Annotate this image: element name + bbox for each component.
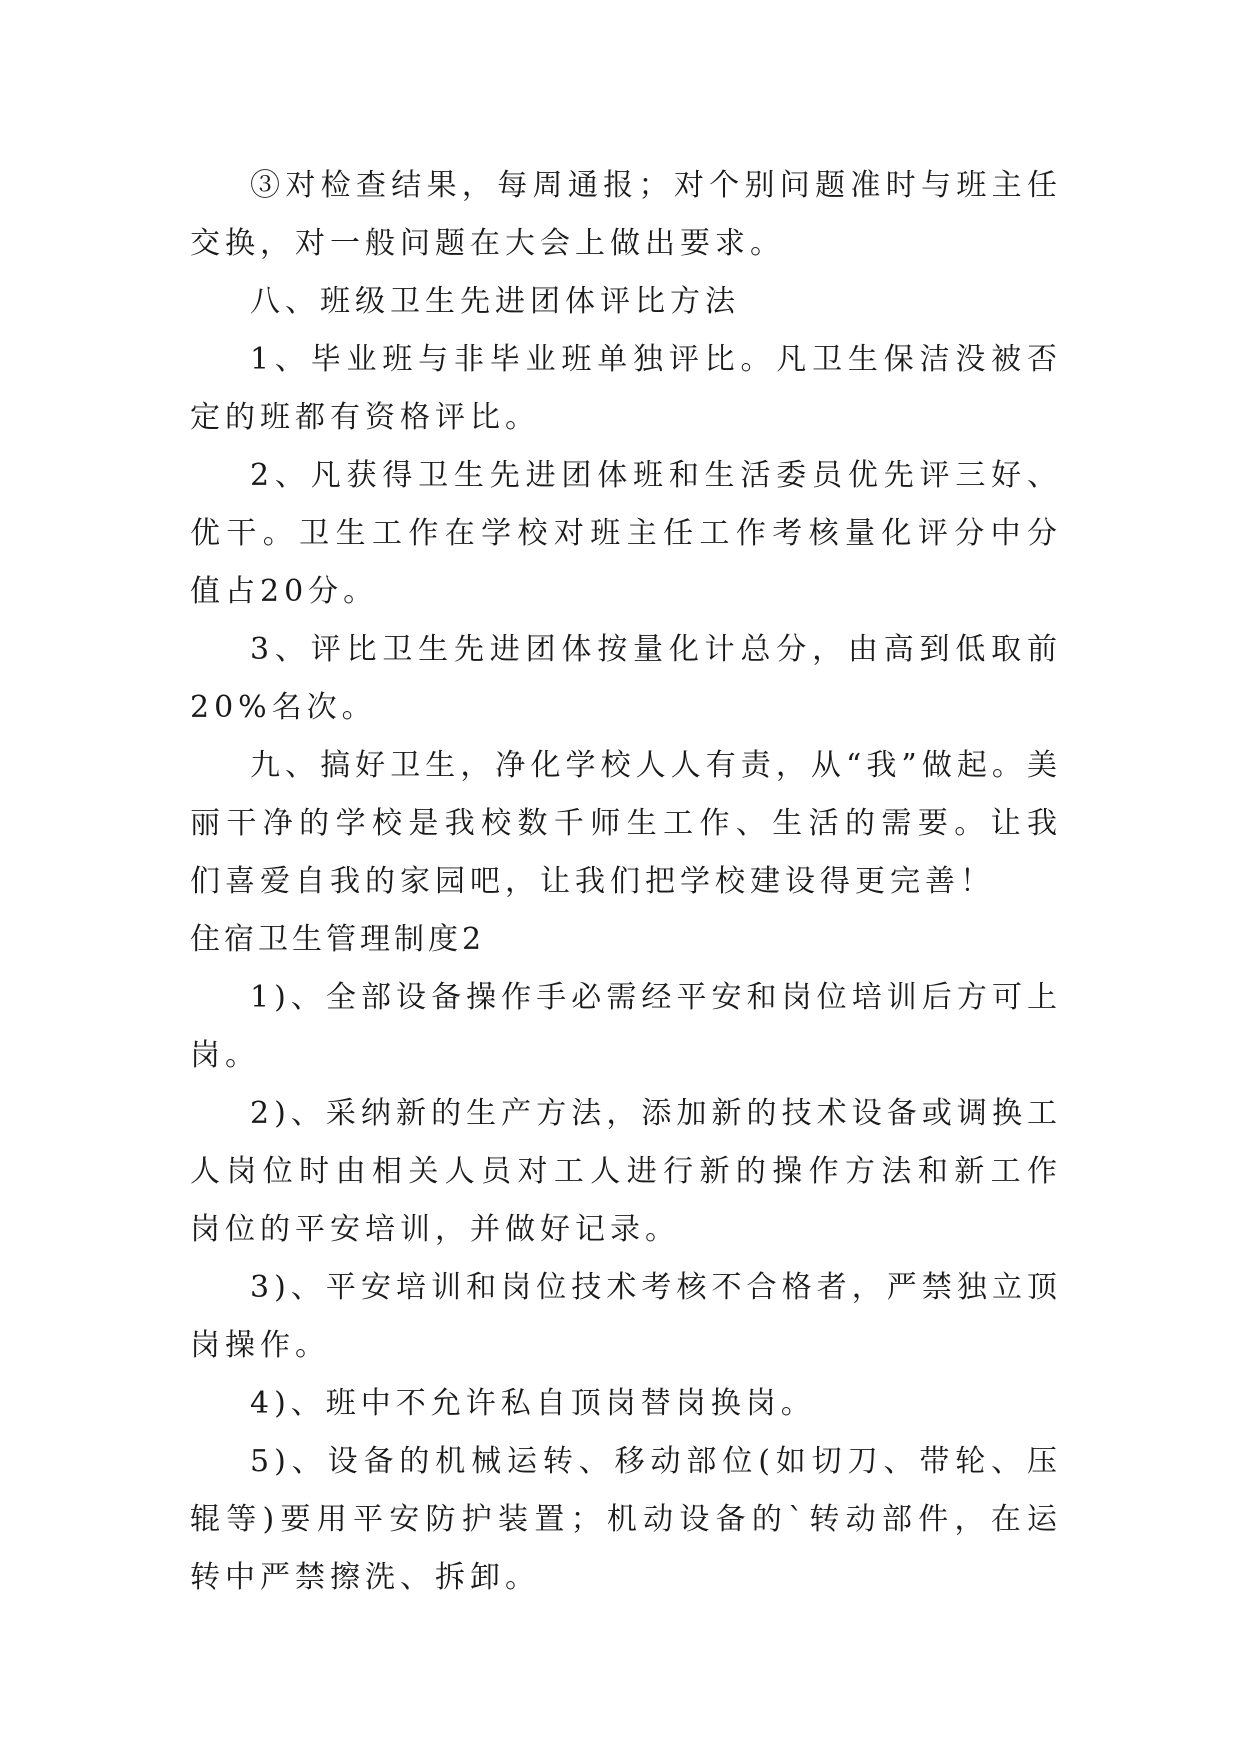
- dorm-rule-2: 2)、采纳新的生产方法，添加新的技术设备或调换工人岗位时由相关人员对工人进行新的操作方法和新工作岗位的平安培训，并做好记录。: [190, 1096, 1062, 1247]
- dorm-rule-5: 5)、设备的机械运转、移动部位(如切刀、带轮、压辊等)要用平安防护装置；机动设备的`转动部件，在运转中严禁擦洗、拆卸。: [190, 1444, 1062, 1595]
- document-page: [190, 157, 1062, 1607]
- heading-section-eight: 八、班级卫生先进团体评比方法: [250, 284, 740, 319]
- dorm-rule-3: 3)、平安培训和岗位技术考核不合格者，严禁独立顶岗操作。: [190, 1270, 1062, 1363]
- paragraph-rule-3: 3、评比卫生先进团体按量化计总分，由高到低取前20%名次。: [190, 632, 1062, 725]
- paragraph-rule-2: 2、凡获得卫生先进团体班和生活委员优先评三好、优干。卫生工作在学校对班主任工作考核量化评分中分值占20分。: [190, 458, 1062, 609]
- dorm-rule-1: 1)、全部设备操作手必需经平安和岗位培训后方可上岗。: [190, 980, 1062, 1073]
- paragraph-inspection-results: ③对检查结果，每周通报；对个别问题准时与班主任交换，对一般问题在大会上做出要求。: [190, 168, 1062, 261]
- paragraph-section-nine: 九、搞好卫生，净化学校人人有责，从“我”做起。美丽干净的学校是我校数千师生工作、生活的需要。让我们喜爱自我的家园吧，让我们把学校建设得更完善！: [190, 748, 1062, 899]
- paragraph-rule-1: 1、毕业班与非毕业班单独评比。凡卫生保洁没被否定的班都有资格评比。: [190, 342, 1062, 435]
- section-title: 住宿卫生管理制度2: [190, 922, 486, 957]
- dorm-rule-4: 4)、班中不允许私自顶岗替岗换岗。: [250, 1386, 816, 1421]
